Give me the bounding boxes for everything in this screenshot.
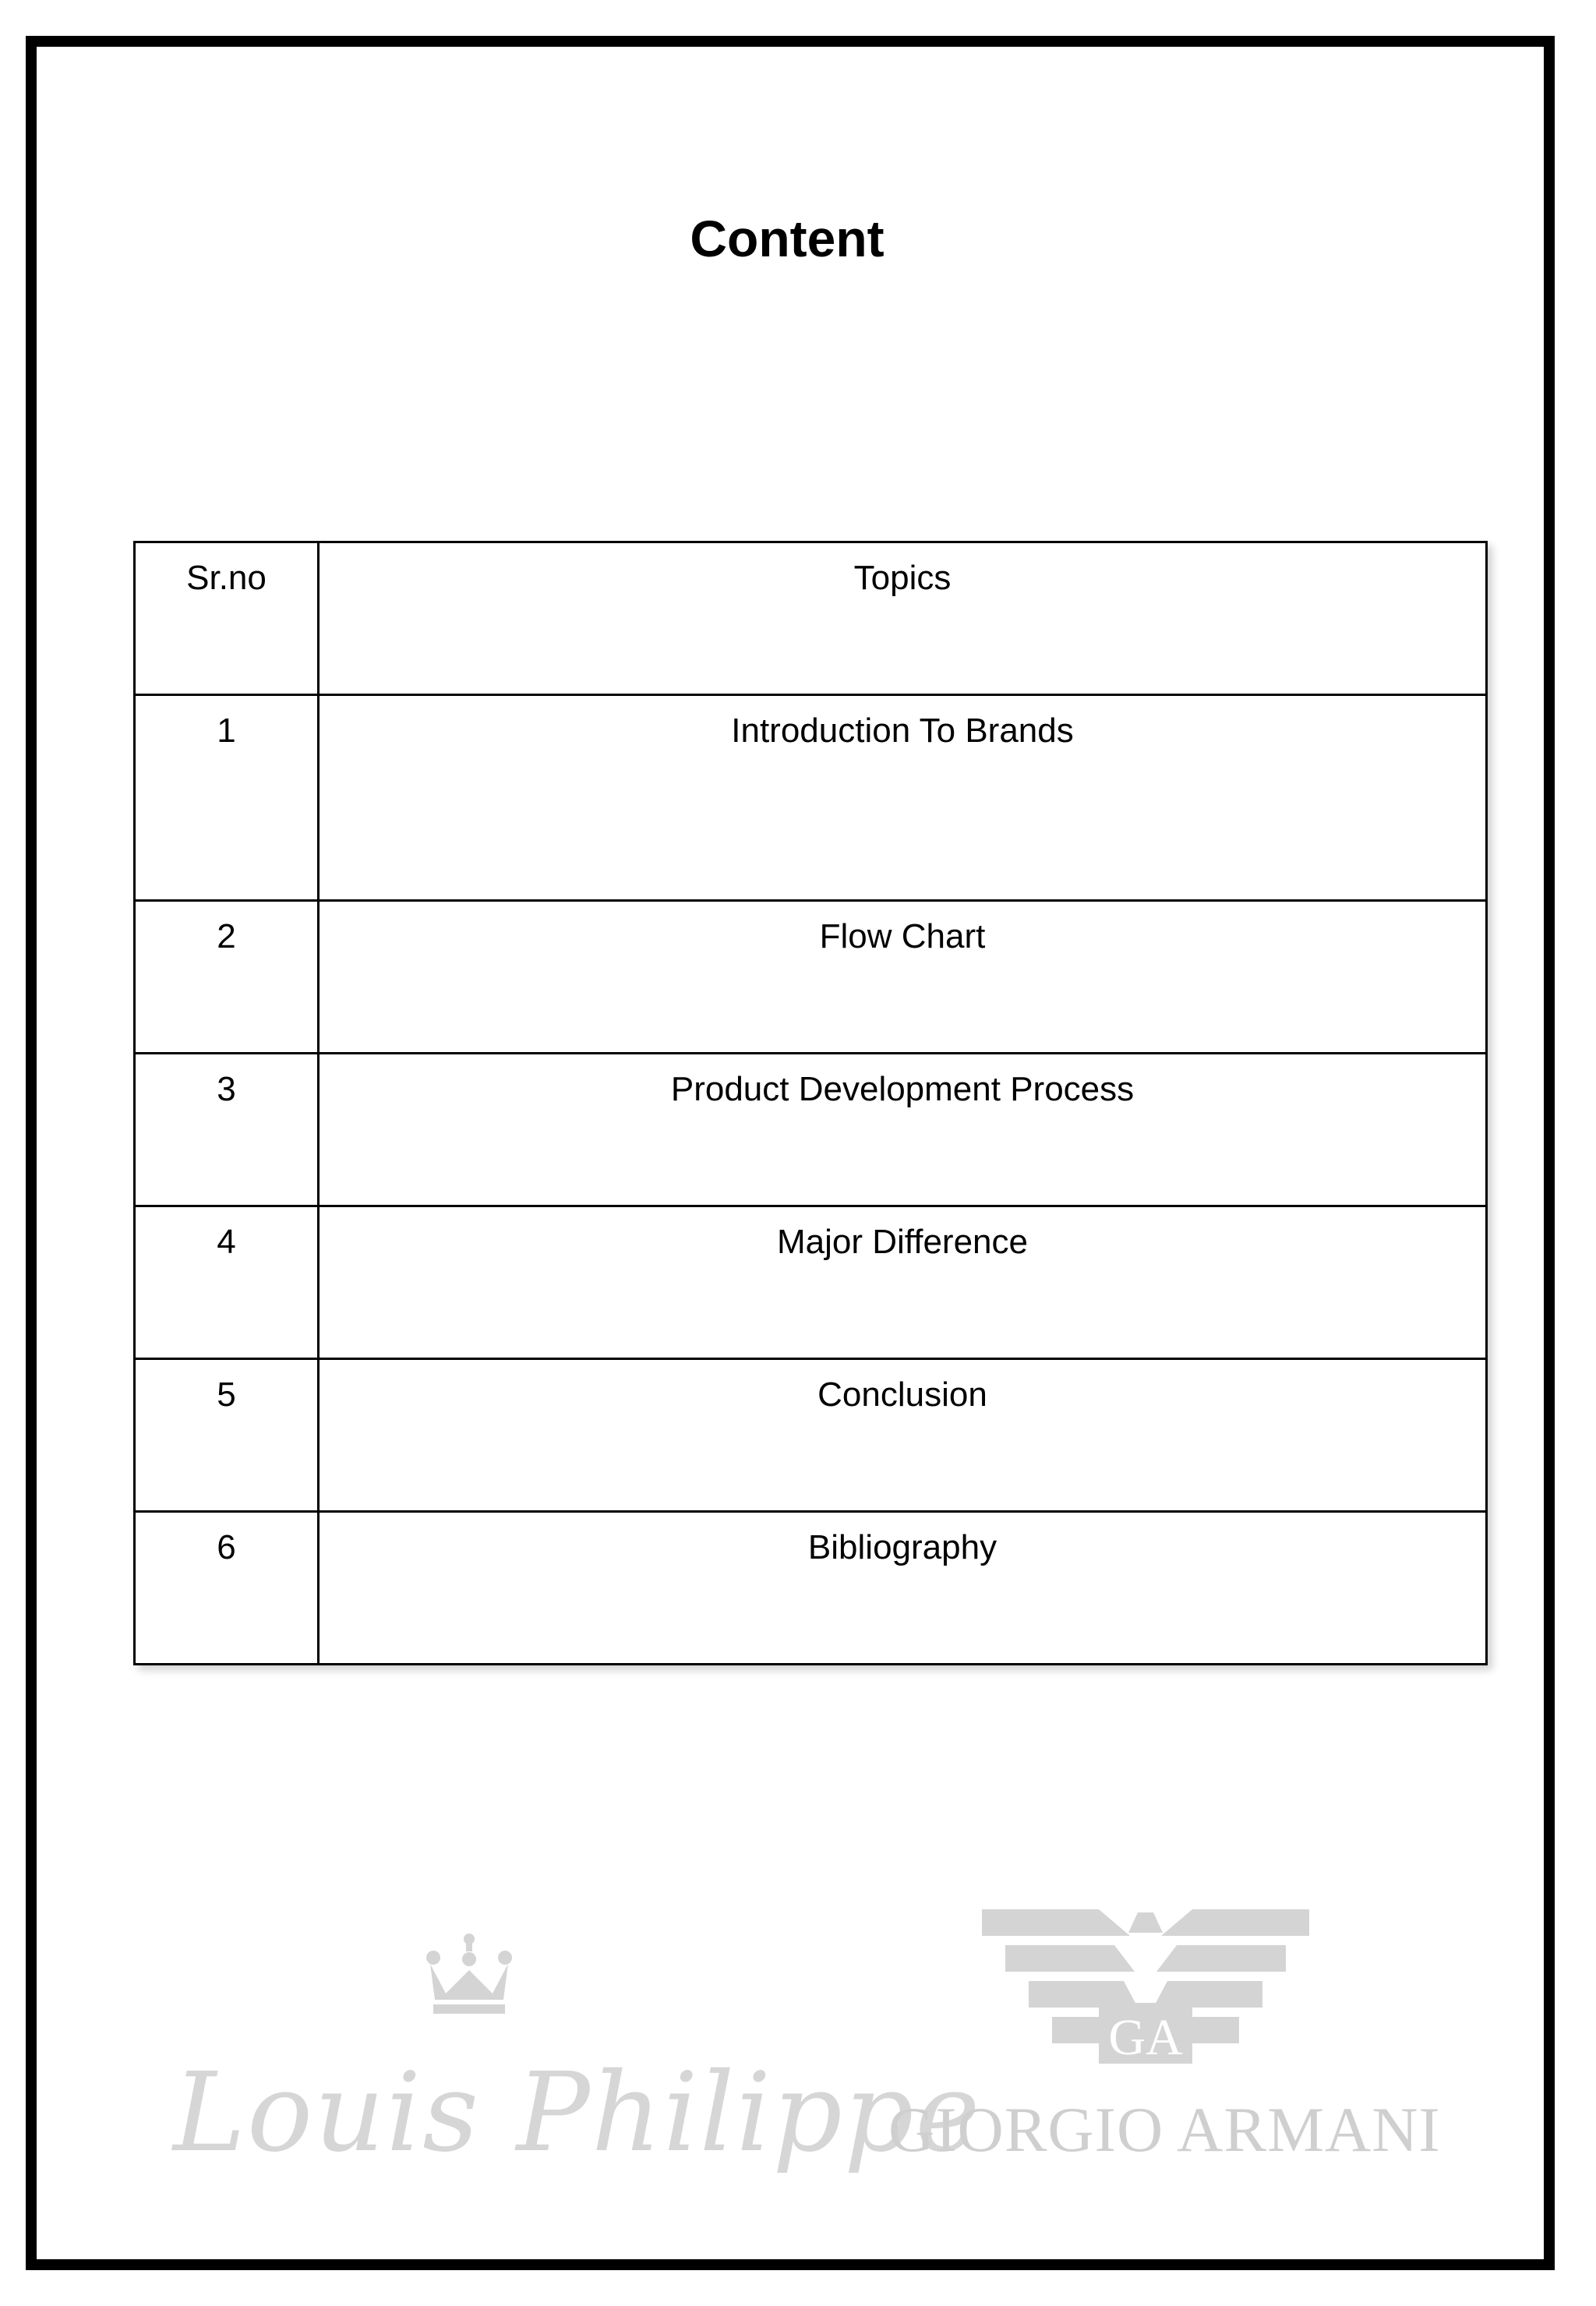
table-row bbox=[135, 1206, 1487, 1359]
row-topic: Flow Chart bbox=[319, 901, 1487, 1054]
louis-philippe-logo bbox=[173, 1933, 982, 2182]
eagle-icon bbox=[982, 1909, 1309, 2081]
row-topic: Product Development Process bbox=[319, 1054, 1487, 1206]
header-topics: Topics bbox=[319, 542, 1487, 695]
table-row bbox=[135, 695, 1487, 901]
giorgio-armani-wordmark: GIORGIO ARMANI bbox=[888, 2094, 1441, 2165]
row-sr-number: 5 bbox=[135, 1359, 319, 1512]
table-row bbox=[135, 901, 1487, 1054]
page-title: Content bbox=[690, 210, 885, 267]
crown-icon bbox=[422, 1933, 516, 2018]
row-sr-number: 2 bbox=[135, 901, 319, 1054]
header-sr-no: Sr.no bbox=[135, 542, 319, 695]
row-topic: Bibliography bbox=[319, 1512, 1487, 1665]
table-row bbox=[135, 1512, 1487, 1665]
giorgio-armani-logo bbox=[888, 1909, 1441, 2174]
ga-monogram: GA bbox=[1108, 2009, 1183, 2066]
brand-logos bbox=[0, 1909, 1596, 2205]
table-row bbox=[135, 1359, 1487, 1512]
table-header-row bbox=[135, 542, 1487, 695]
row-sr-number: 1 bbox=[135, 695, 319, 901]
table-row bbox=[135, 1054, 1487, 1206]
louis-philippe-wordmark: Louis Philippe bbox=[173, 2050, 982, 2177]
contents-table bbox=[133, 541, 1488, 1665]
row-topic: Introduction To Brands bbox=[319, 695, 1487, 901]
row-sr-number: 4 bbox=[135, 1206, 319, 1359]
row-sr-number: 6 bbox=[135, 1512, 319, 1665]
row-sr-number: 3 bbox=[135, 1054, 319, 1206]
row-topic: Major Difference bbox=[319, 1206, 1487, 1359]
row-topic: Conclusion bbox=[319, 1359, 1487, 1512]
